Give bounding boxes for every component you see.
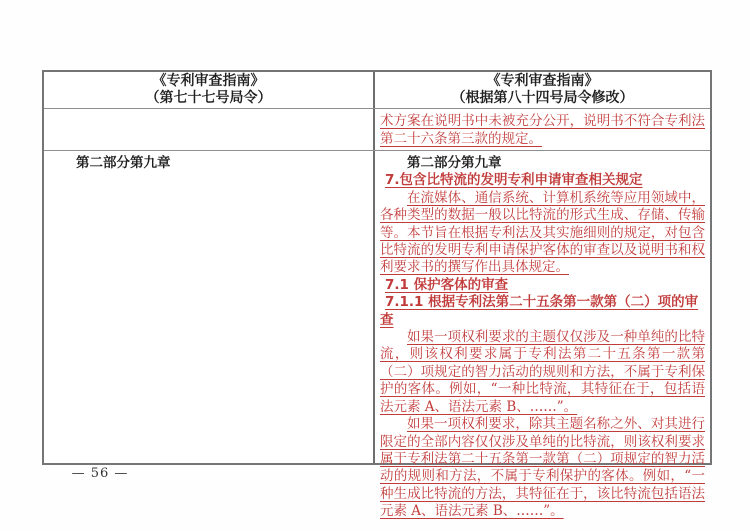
chapter-heading-old: 第二部分第九章 — [76, 155, 171, 171]
chapter-heading-revised: 第二部分第九章 — [407, 155, 502, 171]
revision-paragraph-claim-content: 如果一项权利要求，除其主题名称之外、对其进行限定的全部内容仅仅涉及单纯的比特流，则该权利要求属于专利法第二十五条第一款第（二）项规定的智力活动的规则和方法，不属于专利保护的客体。例如，“一种生成比特流的方法，其特征在于，该比特流包括语法元素 A、语法元素 B、……”。 — [380, 416, 705, 520]
table-row-carryover — [44, 108, 710, 150]
old-guideline-subtitle: （第七十七号局令） — [145, 90, 272, 106]
revision-carryover-text: 术方案在说明书中未被充分公开，说明书不符合专利法第二十六条第三款的规定。 — [380, 113, 705, 147]
carryover-old-cell-empty — [44, 109, 375, 150]
revision-paragraph-intro: 在流媒体、通信系统、计算机系统等应用领域中，各种类型的数据一般以比特流的形式生成、存储、传输等。本节旨在根据专利法及其实施细则的规定，对包含比特流的发明专利申请保护客体的审查以及说明书和权利要求书的撰写作出具体规定。 — [380, 189, 705, 276]
revised-guideline-title: 《专利审查指南》 — [486, 73, 599, 89]
table-header-row — [44, 72, 710, 108]
old-guideline-title: 《专利审查指南》 — [152, 73, 265, 89]
carryover-revised-cell — [375, 109, 710, 150]
chapter-revised-cell — [375, 151, 710, 520]
header-cell-revised-guideline — [375, 72, 710, 108]
revision-section-heading-7-1-1: 7.1.1 根据专利法第二十五条第一款第（二）项的审查 — [380, 294, 699, 328]
revision-section-heading-7-1: 7.1 保护客体的审查 — [385, 276, 509, 293]
chapter-old-cell — [44, 151, 375, 463]
page-number: — 56 — — [71, 466, 129, 481]
revised-guideline-subtitle: （根据第八十四号局令修改） — [451, 90, 634, 106]
header-cell-old-guideline — [44, 72, 375, 108]
revision-paragraph-claim-subject: 如果一项权利要求的主题仅仅涉及一种单纯的比特流，则该权利要求属于专利法第二十五条第一款第（二）项规定的智力活动的规则和方法，不属于专利保护的客体。例如，“一种比特流，其特征在于，包括语法元素 A、语法元素 B、……”。 — [380, 329, 705, 415]
revision-section-heading-7: 7.包含比特流的发明专利申请审查相关规定 — [385, 172, 643, 189]
